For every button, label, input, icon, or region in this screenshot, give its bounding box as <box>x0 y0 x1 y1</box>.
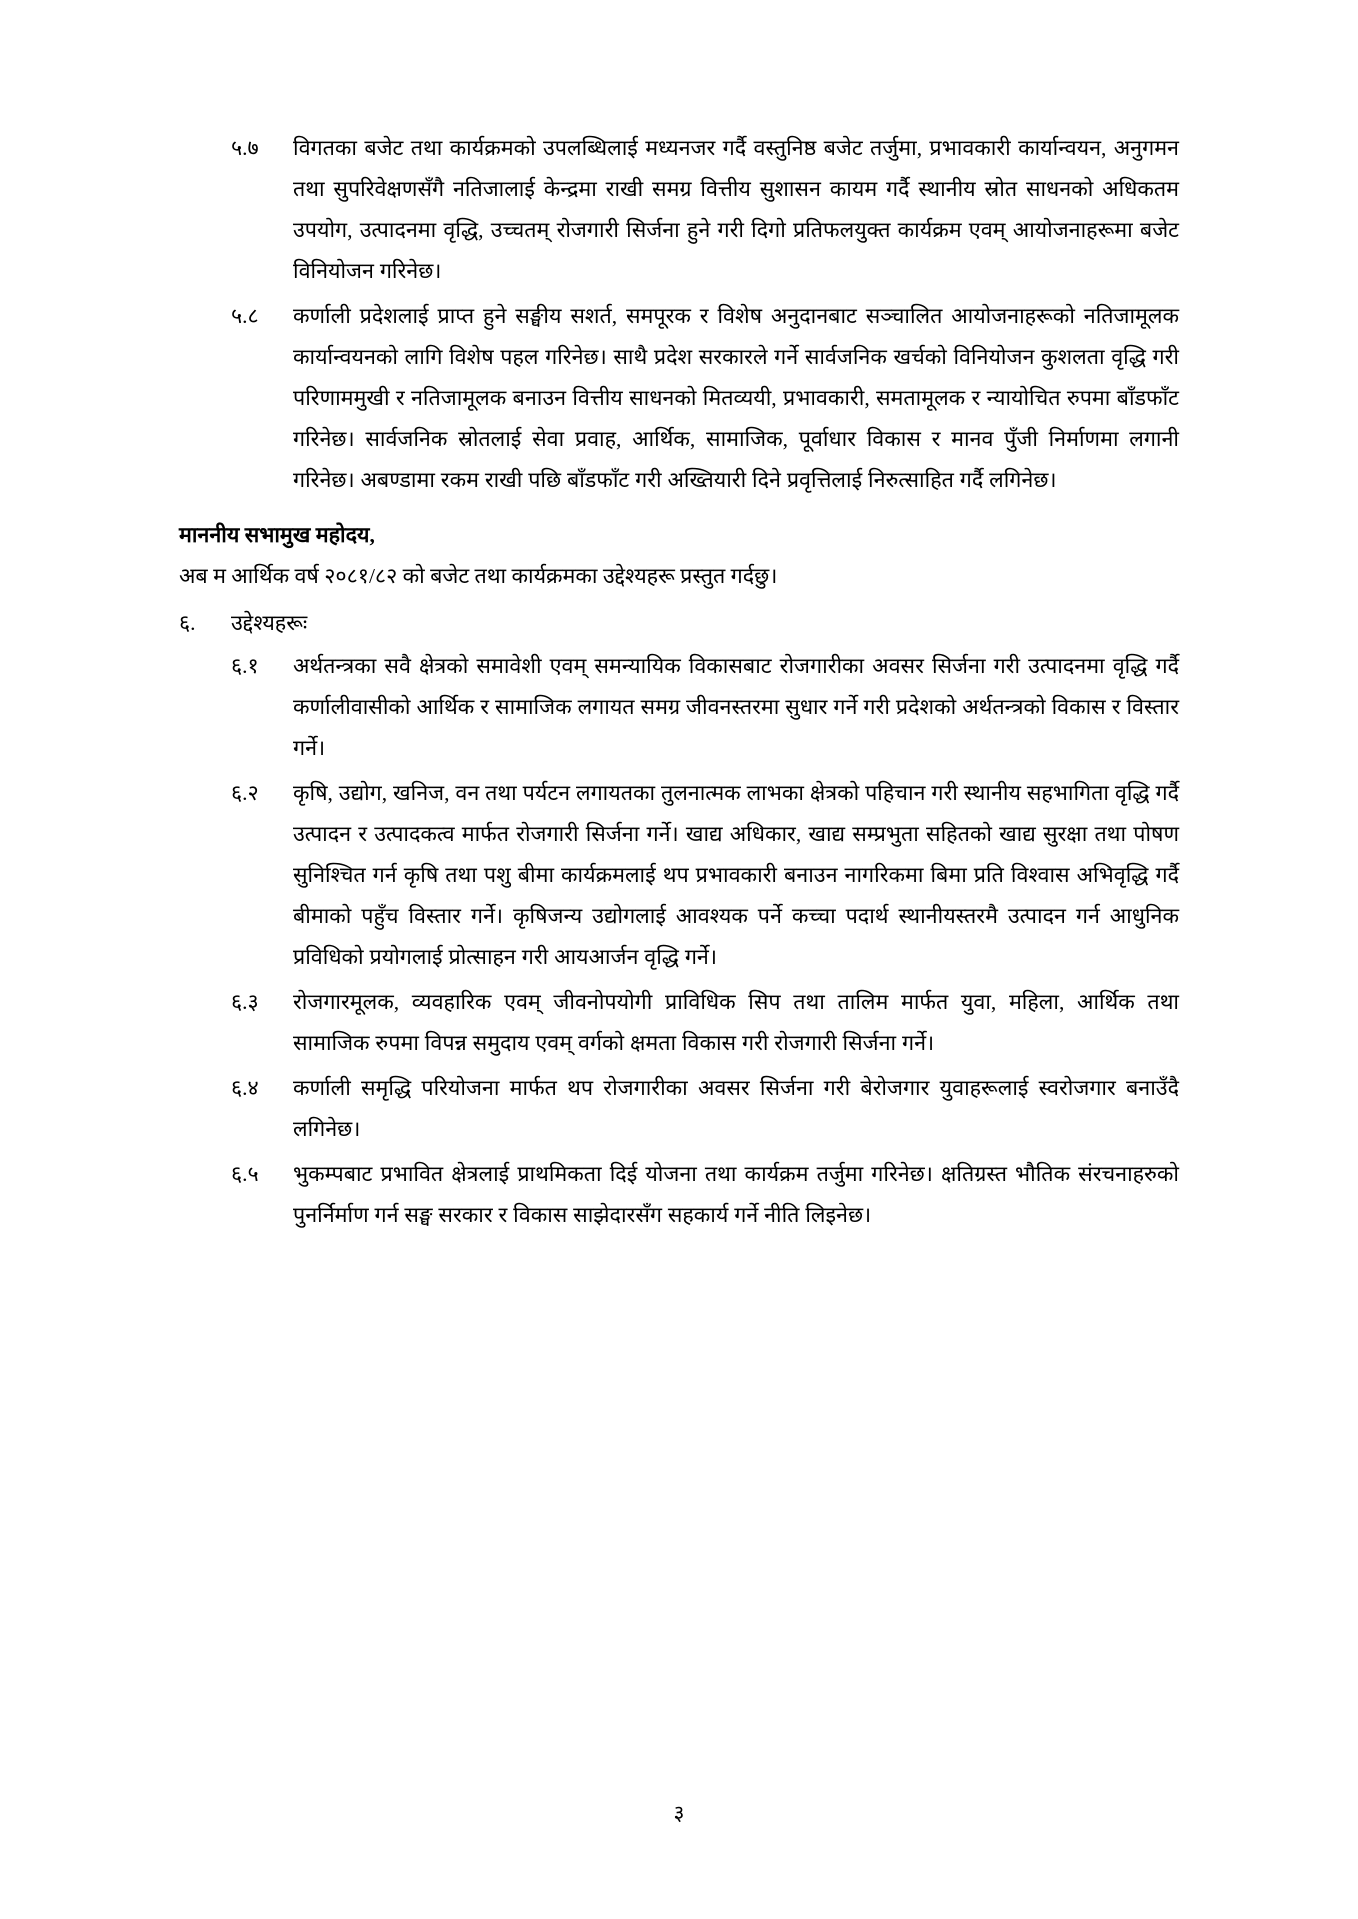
clause-text: अर्थतन्त्रका सवै क्षेत्रको समावेशी एवम् समन्यायिक विकासबाट रोजगारीका अवसर सिर्जना गरी उत्पादनमा वृद्धि गर्दै कर्णालीवासीको आर्थिक र सामाजिक लगायत समग्र जीवनस्तरमा सुधार गर्ने गरी प्रदेशको अर्थतन्त्रको विकास र विस्तार गर्ने। <box>293 654 1179 760</box>
clause-number: ६.१ <box>231 654 259 678</box>
section-number: ६. <box>179 611 196 635</box>
clause-6-1 <box>231 646 1179 769</box>
intro-paragraph: अब म आर्थिक वर्ष २०८१/८२ को बजेट तथा कार्यक्रमका उद्देश्यहरू प्रस्तुत गर्दछु। <box>179 564 778 588</box>
section-title: उद्देश्यहरूः <box>231 611 308 635</box>
clause-5-8 <box>231 296 1179 501</box>
clause-number: ६.२ <box>231 781 259 805</box>
clause-text: कृषि, उद्योग, खनिज, वन तथा पर्यटन लगायतका तुलनात्मक लाभका क्षेत्रको पहिचान गरी स्थानीय सहभागिता वृद्धि गर्दै उत्पादन र उत्पादकत्व मार्फत रोजगारी सिर्जना गर्ने। खाद्य अधिकार, खाद्य सम्प्रभुता सहितको खाद्य सुरक्षा तथा पोषण सुनिश्चित गर्न कृषि तथा पशु बीमा कार्यक्रमलाई थप प्रभावकारी बनाउन नागरिकमा बिमा प्रति विश्वास अभिवृद्धि गर्दै बीमाको पहुँच विस्तार गर्ने। कृषिजन्य उद्योगलाई आवश्यक पर्ने कच्चा पदार्थ स्थानीयस्तरमै उत्पादन गर्न आधुनिक प्रविधिको प्रयोगलाई प्रोत्साहन गरी आयआर्जन वृद्धि गर्ने। <box>293 781 1179 969</box>
clause-text: रोजगारमूलक, व्यवहारिक एवम् जीवनोपयोगी प्राविधिक सिप तथा तालिम मार्फत युवा, महिला, आर्थिक तथा सामाजिक रुपमा विपन्न समुदाय एवम् वर्गको क्षमता विकास गरी रोजगारी सिर्जना गर्ने। <box>293 990 1179 1055</box>
page-number: ३ <box>673 1801 685 1825</box>
clause-text: विगतका बजेट तथा कार्यक्रमको उपलब्धिलाई मध्यनजर गर्दै वस्तुनिष्ठ बजेट तर्जुमा, प्रभावकारी कार्यान्वयन, अनुगमन तथा सुपरिवेक्षणसँगै नतिजालाई केन्द्रमा राखी समग्र वित्तीय सुशासन कायम गर्दै स्थानीय स्रोत साधनको अधिकतम उपयोग, उत्पादनमा वृद्धि, उच्चतम् रोजगारी सिर्जना हुने गरी दिगो प्रतिफलयुक्त कार्यक्रम एवम् आयोजनाहरूमा बजेट विनियोजन गरिनेछ। <box>293 136 1179 283</box>
clause-5-7 <box>231 128 1179 292</box>
clause-text: कर्णाली प्रदेशलाई प्राप्त हुने सङ्घीय सशर्त, समपूरक र विशेष अनुदानबाट सञ्चालित आयोजनाहरूको नतिजामूलक कार्यान्वयनको लागि विशेष पहल गरिनेछ। साथै प्रदेश सरकारले गर्ने सार्वजनिक खर्चको विनियोजन कुशलता वृद्धि गरी परिणाममुखी र नतिजामूलक बनाउन वित्तीय साधनको मितव्ययी, प्रभावकारी, समतामूलक र न्यायोचित रुपमा बाँडफाँट गरिनेछ। सार्वजनिक स्रोतलाई सेवा प्रवाह, आर्थिक, सामाजिक, पूर्वाधार विकास र मानव पुँजी निर्माणमा लगानी गरिनेछ। अबण्डामा रकम राखी पछि बाँडफाँट गरी अख्तियारी दिने प्रवृत्तिलाई निरुत्साहित गर्दै लगिनेछ। <box>293 304 1179 492</box>
clause-text: कर्णाली समृद्धि परियोजना मार्फत थप रोजगारीका अवसर सिर्जना गरी बेरोजगार युवाहरूलाई स्वरोजगार बनाउँदै लगिनेछ। <box>293 1076 1179 1141</box>
clause-number: ६.५ <box>231 1162 259 1186</box>
clause-text: भुकम्पबाट प्रभावित क्षेत्रलाई प्राथमिकता दिई योजना तथा कार्यक्रम तर्जुमा गरिनेछ। क्षतिग्रस्त भौतिक संरचनाहरुको पुनर्निर्माण गर्न सङ्घ सरकार र विकास साझेदारसँग सहकार्य गर्ने नीति लिइनेछ। <box>293 1162 1179 1227</box>
clause-6-4 <box>231 1068 1179 1150</box>
clause-number: ५.७ <box>231 136 259 160</box>
clause-6-5 <box>231 1154 1179 1236</box>
clause-number: ५.८ <box>231 304 259 328</box>
page-content <box>179 128 1179 1236</box>
clause-6-3 <box>231 982 1179 1064</box>
clause-number: ६.४ <box>231 1076 259 1100</box>
clause-number: ६.३ <box>231 990 259 1014</box>
salutation: माननीय सभामुख महोदय, <box>179 523 375 547</box>
section-heading-6 <box>179 603 1179 644</box>
clause-6-2 <box>231 773 1179 978</box>
